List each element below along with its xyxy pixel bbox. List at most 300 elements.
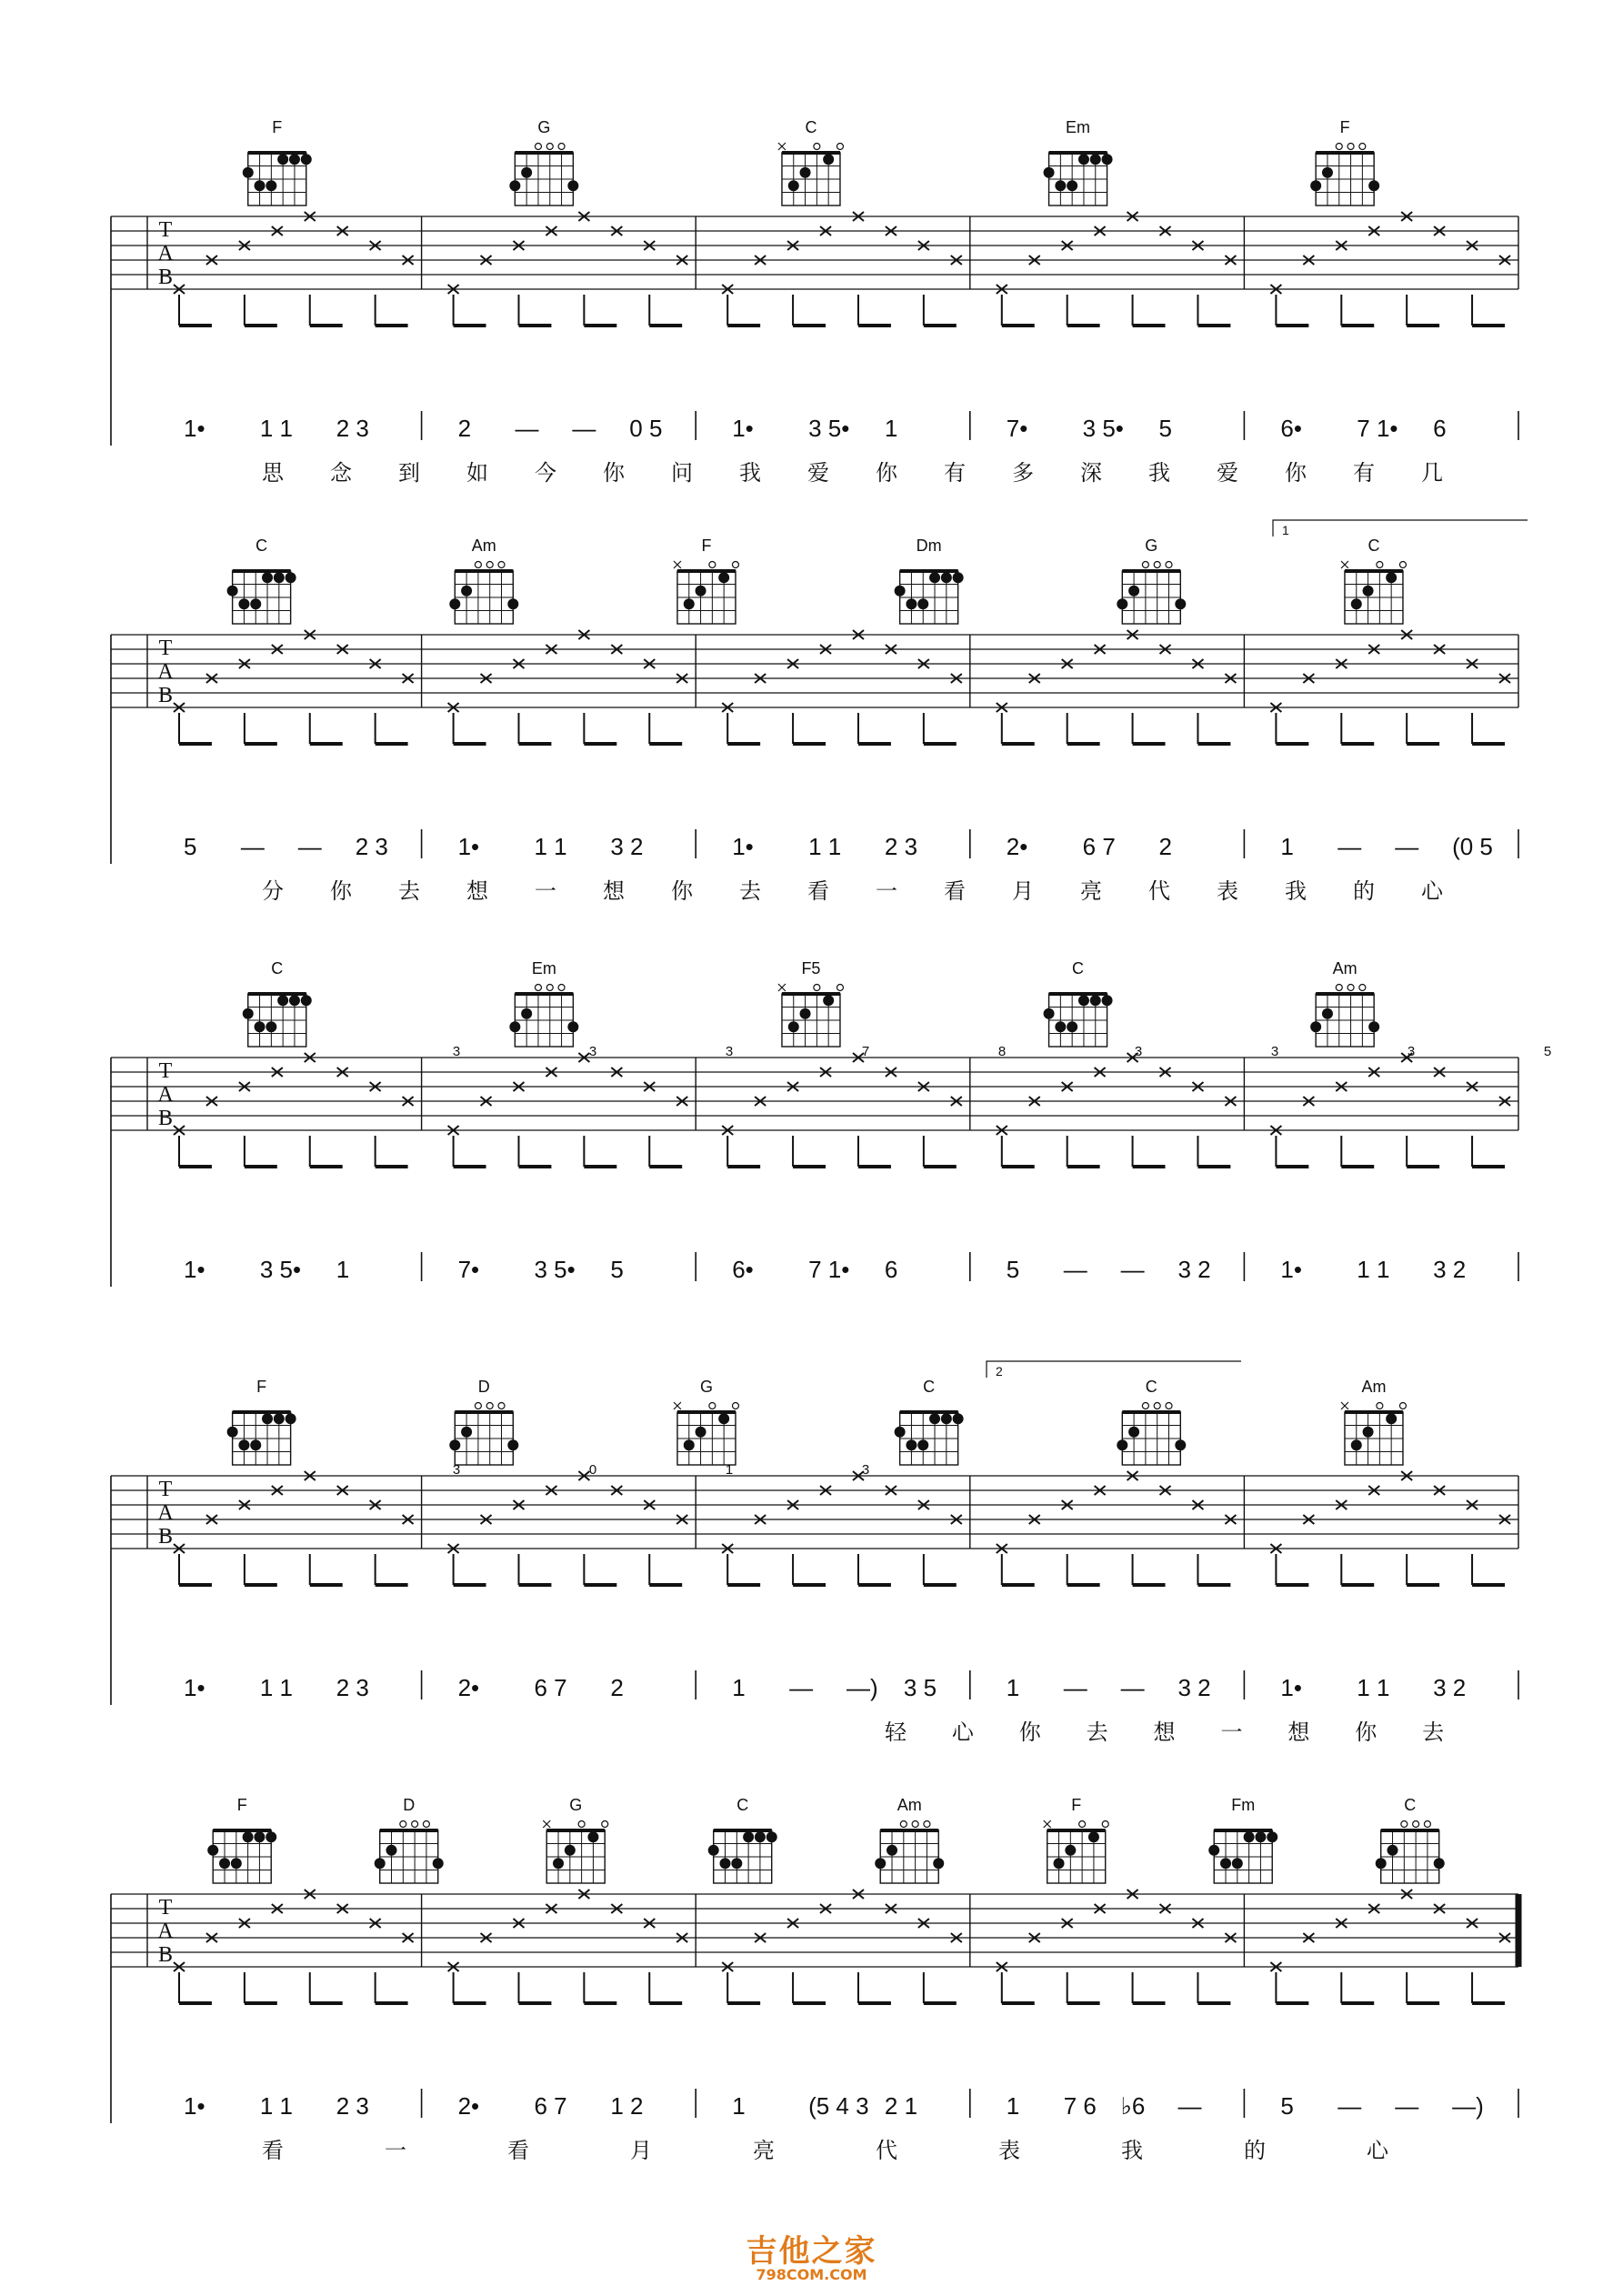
muted-string-mark [778,984,786,991]
open-string-mark [535,144,541,150]
lyric-char: 有 [1353,460,1375,486]
lyric-char: 看 [807,878,829,904]
fret-number: 3 [1407,1044,1416,1059]
jianpu-note: 7 1• [1357,415,1398,442]
jianpu-note: 1• [1280,1256,1302,1283]
jianpu-note: — [1063,1256,1087,1283]
jianpu-note: 1 [1006,1674,1020,1701]
tab-clef-letter: B [157,1107,174,1130]
jianpu-note: 1• [732,833,754,860]
chord-name: Am [1332,959,1358,978]
tab-clef-letter: B [157,266,174,289]
tab-clef-letter: A [157,1920,174,1943]
lyric-char: 你 [1355,1719,1378,1745]
chord-finger-dot [696,586,706,597]
jianpu-note: 2 3 [336,415,369,442]
chord-finger-dot [461,586,472,597]
fret-number: 5 [1543,1044,1552,1059]
muted-string-mark [674,561,681,568]
open-string-mark [1166,1403,1172,1409]
chord-finger-dot [1044,1008,1055,1019]
chord-name: Am [897,1796,922,1814]
chord-finger-dot [800,1008,811,1019]
open-string-mark [1377,1403,1383,1409]
chord-finger-dot [243,1008,254,1019]
lyric-char: 有 [944,460,966,486]
chord-finger-dot [800,167,811,178]
chord-finger-dot [941,1413,952,1424]
jianpu-note: 6 [884,1256,898,1283]
lyric-char: 去 [1422,1719,1445,1745]
tab-clef-letter: B [157,1943,174,1967]
chord-finger-dot [917,598,928,609]
chord-finger-dot [289,154,300,165]
jianpu-note: 6• [732,1256,754,1283]
lyric-char: 如 [466,460,488,486]
chord-name: C [1368,536,1380,555]
tab-clef-letter: T [158,1896,173,1920]
open-string-mark [709,562,716,568]
chord-finger-dot [262,572,273,583]
fret-number: 7 [861,1044,870,1059]
chord-finger-dot [521,167,532,178]
chord-finger-dot [1322,1008,1333,1019]
chord-finger-dot [521,1008,532,1019]
chord-finger-dot [720,1858,731,1869]
chord-name: Am [1361,1378,1387,1396]
jianpu-note: 2• [457,2092,480,2120]
open-string-mark [837,144,843,150]
open-string-mark [602,1821,608,1828]
chord-finger-dot [449,1439,460,1450]
chord-finger-dot [941,572,952,583]
lyric-char: 多 [1012,460,1034,486]
chord-finger-dot [684,1439,695,1450]
chord-finger-dot [1376,1858,1387,1869]
chord-finger-dot [1044,167,1055,178]
volta-bracket [987,1361,1241,1378]
chord-finger-dot [823,154,834,165]
muted-string-mark [543,1820,550,1828]
jianpu-note: — [1120,1256,1145,1283]
chord-name: C [1404,1796,1417,1814]
jianpu-note: 2 1 [884,2092,918,2120]
jianpu-note: — [1177,2092,1202,2120]
chord-name: C [805,118,817,136]
jianpu-note: 1 [1006,2092,1020,2120]
chord-finger-dot [755,1831,766,1842]
jianpu-note: 5 [1280,2092,1294,2120]
tab-clef-letter: T [158,637,173,660]
system-1 [111,118,1518,486]
volta-number: 2 [996,1364,1003,1379]
chord-finger-dot [1054,1858,1065,1869]
jianpu-note: 5 [1158,415,1173,442]
chord-finger-dot [1310,1021,1321,1032]
tab-clef-letter: T [158,1059,173,1083]
open-string-mark [1399,562,1406,568]
chord-finger-dot [509,180,520,191]
chord-finger-dot [1128,586,1139,597]
jianpu-note: 0 5 [629,415,663,442]
chord-finger-dot [1102,995,1113,1006]
chord-finger-dot [887,1845,897,1856]
chord-finger-dot [227,1427,238,1438]
chord-finger-dot [250,598,261,609]
lyric-char: 想 [466,878,488,904]
jianpu-note: 1• [184,2092,205,2120]
jianpu-note: —) [1452,2092,1484,2120]
chord-name: F [1339,118,1350,136]
lyric-char: 去 [739,878,761,904]
lyric-char: 你 [1018,1719,1041,1745]
lyric-char: 你 [671,878,693,904]
lyric-char: 我 [1121,2138,1143,2163]
lyric-char: 表 [998,2138,1020,2163]
chord-name: F [1071,1796,1082,1814]
chord-finger-dot [1322,167,1333,178]
chord-finger-dot [277,154,288,165]
chord-finger-dot [1386,1413,1397,1424]
open-string-mark [546,985,553,991]
chord-finger-dot [207,1845,218,1856]
jianpu-note: 2 [610,1674,624,1701]
jianpu-note: — [1395,2092,1419,2120]
chord-name: G [569,1796,583,1814]
lyric-char: 心 [1421,878,1443,904]
jianpu-note: 2 [1158,833,1173,860]
jianpu-note: (0 5 [1452,833,1493,860]
chord-finger-dot [567,180,578,191]
chord-name: Dm [916,536,942,555]
chord-name: F [236,1796,247,1814]
open-string-mark [1142,562,1148,568]
jianpu-note: 1 [732,1674,746,1701]
open-string-mark [578,1821,585,1828]
chord-name: C [1145,1378,1157,1396]
chord-finger-dot [743,1831,754,1842]
chord-finger-dot [449,598,460,609]
chord-finger-dot [696,1427,706,1438]
jianpu-note: 3 2 [1433,1256,1467,1283]
jianpu-note: 1 [732,2092,746,2120]
chord-finger-dot [1175,1439,1186,1450]
muted-string-mark [1044,1820,1051,1828]
fret-number: 8 [997,1044,1007,1059]
chord-finger-dot [1067,180,1077,191]
jianpu-note: 1 1 [1357,1256,1390,1283]
chord-finger-dot [509,1021,520,1032]
lyric-char: 看 [507,2138,529,2163]
lyric-char: 的 [1353,878,1375,904]
chord-name: D [403,1796,416,1814]
lyric-char: 去 [1086,1719,1108,1745]
jianpu-note: (5 4 3 [808,2092,869,2120]
chord-finger-dot [565,1845,576,1856]
chord-finger-dot [254,1831,265,1842]
fret-number: 3 [725,1044,734,1059]
open-string-mark [1377,562,1383,568]
muted-string-mark [778,143,786,150]
tab-clef-letter: A [157,242,174,266]
open-string-mark [1401,1821,1408,1828]
chord-finger-dot [1078,154,1089,165]
lyric-char: 你 [876,460,897,486]
chord-finger-dot [243,167,254,178]
open-string-mark [400,1821,406,1828]
chord-finger-dot [895,1427,906,1438]
chord-finger-dot [274,572,285,583]
chord-finger-dot [929,1413,940,1424]
open-string-mark [546,144,553,150]
chord-finger-dot [243,1831,254,1842]
jianpu-note: —) [847,1674,878,1701]
chord-finger-dot [895,586,906,597]
lyric-char: 亮 [753,2138,775,2163]
lyric-char: 我 [1148,460,1170,486]
open-string-mark [486,562,493,568]
lyric-char: 轻 [885,1719,907,1745]
lyric-char: 心 [951,1719,974,1745]
jianpu-note: — [1337,2092,1362,2120]
chord-finger-dot [906,1439,917,1450]
jianpu-note: 3 2 [610,833,644,860]
chord-name: G [699,1378,713,1396]
open-string-mark [924,1821,930,1828]
system-2 [111,520,1528,904]
chord-finger-dot [289,995,300,1006]
chord-finger-dot [875,1858,886,1869]
open-string-mark [498,1403,505,1409]
tab-clef-letter: T [158,218,173,242]
chord-finger-dot [1067,1021,1077,1032]
chord-name: Am [471,536,496,555]
chord-finger-dot [262,1413,273,1424]
chord-finger-dot [507,1439,518,1450]
chord-finger-dot [231,1858,242,1869]
open-string-mark [535,985,541,991]
chord-finger-dot [265,180,276,191]
jianpu-note: — [515,415,539,442]
lyric-char: 想 [1287,1719,1310,1745]
jianpu-note: 2• [1006,833,1028,860]
lyric-char: 你 [603,460,625,486]
chord-name: Em [1066,118,1091,136]
jianpu-note: 1• [1280,1674,1302,1701]
chord-finger-dot [301,154,312,165]
chord-name: Em [531,959,556,978]
chord-finger-dot [587,1831,598,1842]
lyric-char: 表 [1217,878,1238,904]
jianpu-note: — [297,833,322,860]
chord-finger-dot [1078,995,1089,1006]
lyric-char: 代 [1148,878,1170,904]
lyric-char: 分 [262,878,284,904]
jianpu-note: 7• [457,1256,480,1283]
jianpu-note: 6 7 [534,1674,567,1701]
lyric-char: 你 [330,878,352,904]
chord-finger-dot [1128,1427,1139,1438]
chord-finger-dot [953,572,964,583]
lyric-char: 思 [262,460,284,486]
jianpu-note: 2 3 [355,833,388,860]
chord-name: F [701,536,712,555]
lyric-char: 去 [398,878,420,904]
jianpu-note: 2• [457,1674,480,1701]
lyric-char: 一 [535,878,556,904]
tab-clef-letter: B [157,1525,174,1549]
open-string-mark [709,1403,716,1409]
open-string-mark [837,985,843,991]
chord-finger-dot [718,572,729,583]
chord-name: G [1145,536,1158,555]
lyric-char: 爱 [807,460,829,486]
fret-number: 3 [1134,1044,1143,1059]
chord-finger-dot [1220,1858,1231,1869]
jianpu-note: 3 5 [903,1674,937,1701]
lyric-char: 看 [944,878,966,904]
chord-finger-dot [274,1413,285,1424]
chord-finger-dot [1117,598,1127,609]
lyric-char: 一 [1220,1719,1243,1745]
lyric-char: 的 [1244,2138,1266,2163]
open-string-mark [1399,1403,1406,1409]
fret-number: 0 [588,1462,597,1478]
jianpu-note: 3 5• [259,1256,302,1283]
open-string-mark [1079,1821,1086,1828]
chord-name: Fm [1231,1796,1256,1814]
chord-finger-dot [788,1021,799,1032]
lyric-char: 亮 [1080,878,1102,904]
jianpu-note: ♭6 [1120,2092,1146,2120]
jianpu-note: — [1063,1674,1087,1701]
chord-name: F [256,1378,267,1396]
chord-finger-dot [823,995,834,1006]
jianpu-note: 5 [184,833,197,860]
chord-finger-dot [255,1021,265,1032]
jianpu-note: — [1120,1674,1145,1701]
chord-name: C [923,1378,936,1396]
jianpu-note: 6• [1280,415,1302,442]
jianpu-note: 1 1 [534,833,567,860]
chord-finger-dot [1055,180,1066,191]
chord-finger-dot [1055,1021,1066,1032]
fret-number: 3 [452,1044,461,1059]
jianpu-note: 7• [1006,415,1028,442]
lyric-char: 问 [671,460,693,486]
jianpu-note: 1• [184,415,205,442]
system-4 [111,1361,1518,1745]
jianpu-note: 1 [1280,833,1294,860]
chord-finger-dot [917,1439,928,1450]
chord-finger-dot [238,598,249,609]
jianpu-note: 3 5• [808,415,850,442]
lyric-char: 代 [876,2138,897,2163]
chord-finger-dot [1434,1858,1445,1869]
chord-finger-dot [250,1439,261,1450]
open-string-mark [732,562,738,568]
lyric-char: 想 [603,878,625,904]
chord-finger-dot [1351,1439,1362,1450]
jianpu-note: — [572,415,596,442]
jianpu-note: 2 3 [336,1674,369,1701]
open-string-mark [1424,1821,1430,1828]
chord-finger-dot [766,1831,777,1842]
lyric-char: 我 [739,460,761,486]
chord-finger-dot [684,598,695,609]
open-string-mark [1102,1821,1108,1828]
chord-finger-dot [1351,598,1362,609]
jianpu-note: 5 [1006,1256,1020,1283]
chord-name: C [255,536,268,555]
lyric-char: 月 [630,2138,652,2163]
open-string-mark [1336,144,1342,150]
chord-finger-dot [788,180,799,191]
open-string-mark [1413,1821,1419,1828]
chord-finger-dot [265,1021,276,1032]
open-string-mark [1336,985,1342,991]
chord-finger-dot [567,1021,578,1032]
jianpu-note: — [1337,833,1362,860]
chord-finger-dot [1368,180,1379,191]
jianpu-note: — [1395,833,1419,860]
lyric-char: 一 [385,2138,406,2163]
chord-finger-dot [708,1845,719,1856]
open-string-mark [900,1821,907,1828]
fret-number: 3 [588,1044,597,1059]
chord-finger-dot [1090,154,1101,165]
lyric-char: 一 [876,878,897,904]
jianpu-note: 1• [184,1256,205,1283]
jianpu-note: 3 2 [1177,1256,1211,1283]
chord-name: C [736,1796,749,1814]
jianpu-note: 1 1 [259,2092,294,2120]
lyric-char: 月 [1012,878,1034,904]
jianpu-note: 2 3 [336,2092,369,2120]
jianpu-note: 1• [457,833,480,860]
chord-finger-dot [1208,1845,1219,1856]
open-string-mark [732,1403,738,1409]
chord-finger-dot [1232,1858,1243,1869]
chord-finger-dot [507,598,518,609]
jianpu-note: 1 1 [808,833,842,860]
chord-finger-dot [929,572,940,583]
watermark-title: 吉他之家 [746,2233,877,2270]
open-string-mark [1166,562,1172,568]
chord-finger-dot [375,1858,386,1869]
open-string-mark [558,985,565,991]
chord-finger-dot [906,598,917,609]
chord-name: F5 [801,959,821,978]
lyric-char: 你 [1285,460,1307,486]
muted-string-mark [1341,1402,1348,1409]
chord-finger-dot [731,1858,742,1869]
jianpu-note: 7 6 [1063,2092,1097,2120]
jianpu-note: 1 [336,1256,350,1283]
jianpu-note: 3 5• [534,1256,576,1283]
jianpu-note: 2 [457,415,472,442]
chord-finger-dot [1310,180,1321,191]
chord-name: G [537,118,551,136]
jianpu-note: — [789,1674,814,1701]
chord-finger-dot [1386,572,1397,583]
tab-clef-letter: B [157,684,174,707]
chord-name: C [1072,959,1085,978]
fret-number: 3 [452,1462,461,1478]
chord-name: F [272,118,283,136]
jianpu-note: 6 [1433,415,1447,442]
chord-finger-dot [553,1858,564,1869]
